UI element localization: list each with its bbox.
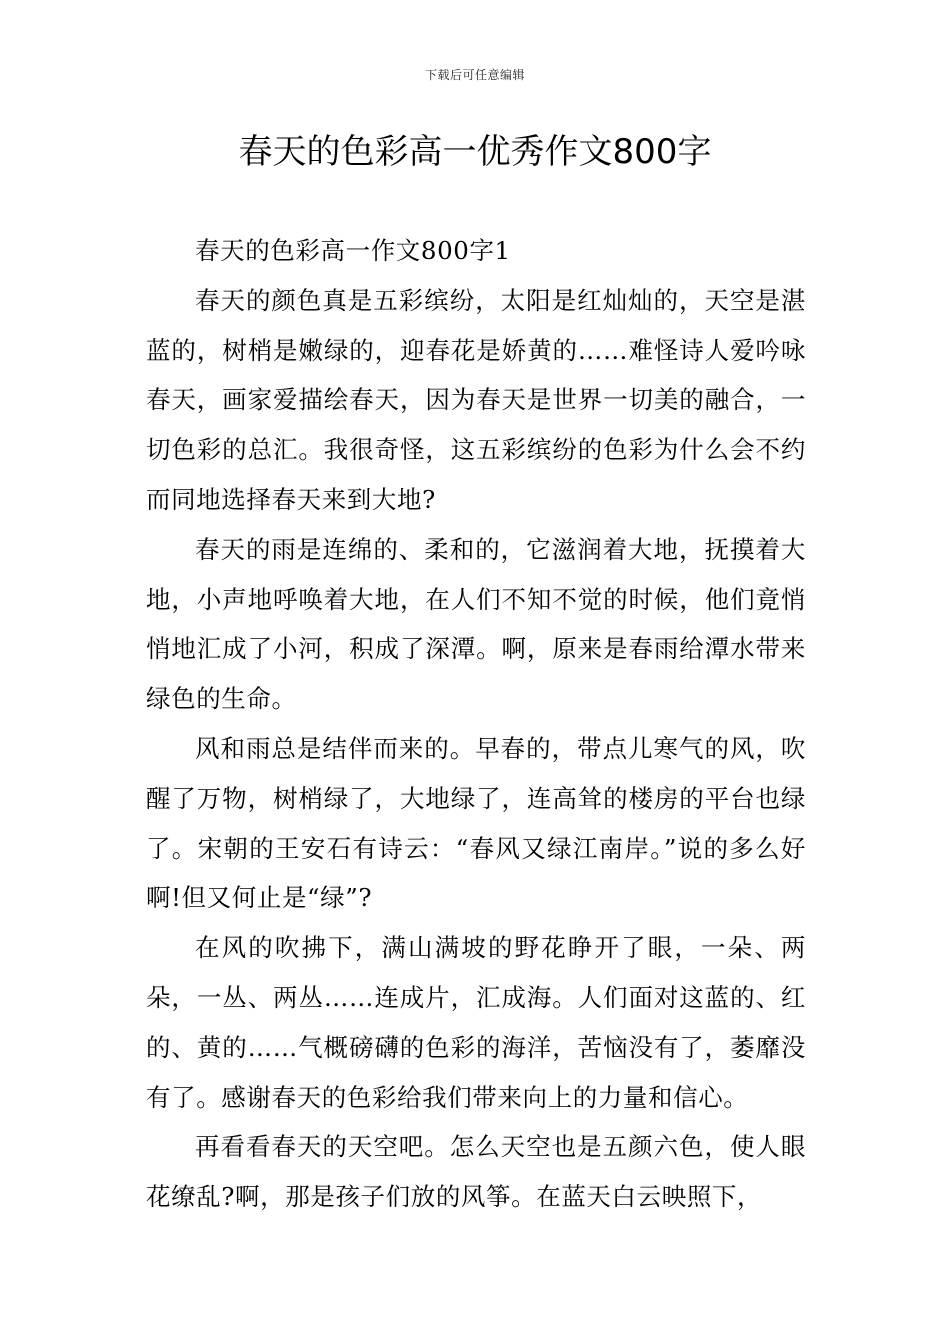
essay-subtitle: 春天的色彩高一作文800字1 xyxy=(195,236,511,265)
paragraph: 春天的颜色真是五彩缤纷，太阳是红灿灿的，天空是湛蓝的，树梢是嫩绿的，迎春花是娇黄的……难怪诗人爱吟咏春天，画家爱描绘春天，因为春天是世界一切美的融合，一切色彩的总汇。我很奇怪，这五彩缤纷的色彩为什么会不约而同地选择春天来到大地? xyxy=(146,285,806,514)
paragraph: 再看看春天的天空吧。怎么天空也是五颜六色，使人眼花缭乱?啊，那是孩子们放的风筝。在蓝天白云映照下， xyxy=(146,1132,806,1212)
document-title: 春天的色彩高一优秀作文800字 xyxy=(238,132,712,172)
paragraph: 春天的雨是连绵的、柔和的，它滋润着大地，抚摸着大地，小声地呼唤着大地，在人们不知不觉的时候，他们竟悄悄地汇成了小河，积成了深潭。啊，原来是春雨给潭水带来绿色的生命。 xyxy=(146,534,806,714)
essay-body xyxy=(146,226,806,1222)
header-note: 下载后可任意编辑 xyxy=(424,68,525,82)
paragraph: 在风的吹拂下，满山满坡的野花睁开了眼，一朵、两朵，一丛、两丛……连成片，汇成海。人们面对这蓝的、红的、黄的……气概磅礴的色彩的海洋，苦恼没有了，萎靡没有了。感谢春天的色彩给我们带来向上的力量和信心。 xyxy=(146,933,806,1112)
paragraph: 风和雨总是结伴而来的。早春的，带点儿寒气的风，吹醒了万物，树梢绿了，大地绿了，连高耸的楼房的平台也绿了。宋朝的王安石有诗云：“春风又绿江南岸。”说的多么好啊!但又何止是“绿”? xyxy=(146,733,806,913)
